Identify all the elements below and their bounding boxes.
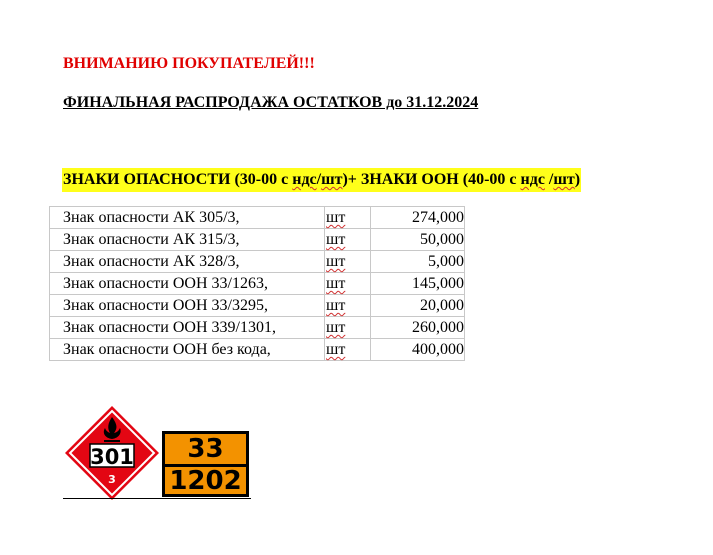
- item-unit-cell: [325, 339, 371, 361]
- item-unit-cell: [325, 295, 371, 317]
- item-qty: 260,000: [371, 317, 465, 339]
- item-unit-cell: [325, 229, 371, 251]
- table-row: [50, 295, 465, 317]
- offer-vat-word: ндс: [520, 171, 545, 188]
- offer-unit-word: шт: [321, 171, 343, 188]
- item-name: Знак опасности ООН 33/3295,: [50, 295, 325, 317]
- item-qty: 400,000: [371, 339, 465, 361]
- offer-part: ): [574, 171, 581, 188]
- offer-vat-word: ндс: [292, 171, 317, 188]
- un-number: 1202: [169, 466, 242, 496]
- item-qty: 20,000: [371, 295, 465, 317]
- item-unit: шт: [326, 231, 346, 248]
- item-qty: 50,000: [371, 229, 465, 251]
- sign-number: 301: [90, 445, 134, 469]
- table-row: [50, 229, 465, 251]
- table-row: [50, 273, 465, 295]
- item-name: Знак опасности ООН 339/1301,: [50, 317, 325, 339]
- final-sale-heading: ФИНАЛЬНАЯ РАСПРОДАЖА ОСТАТКОВ до 31.12.2024: [63, 94, 479, 111]
- item-unit: шт: [326, 341, 346, 358]
- item-name: Знак опасности АК 328/3,: [50, 251, 325, 273]
- offer-part: /: [544, 171, 554, 188]
- orange-plate: [162, 431, 249, 497]
- item-unit: шт: [326, 275, 346, 292]
- sign-class: 3: [108, 473, 116, 486]
- item-unit: шт: [326, 297, 346, 314]
- item-qty: 145,000: [371, 273, 465, 295]
- offer-line: [62, 168, 581, 192]
- item-name: Знак опасности АК 305/3,: [50, 207, 325, 229]
- offer-part: /: [316, 171, 322, 188]
- item-name: Знак опасности ООН 33/1263,: [50, 273, 325, 295]
- item-unit: шт: [326, 253, 346, 270]
- offer-part: ЗНАКИ ОПАСНОСТИ (30-00 с: [63, 171, 293, 188]
- item-unit-cell: [325, 273, 371, 295]
- hazard-number: 33: [165, 434, 246, 467]
- offer-part: )+ ЗНАКИ ООН (40-00 с: [342, 171, 521, 188]
- table-row: [50, 317, 465, 339]
- item-qty: 5,000: [371, 251, 465, 273]
- item-unit-cell: [325, 317, 371, 339]
- table-row: [50, 339, 465, 361]
- table-row: [50, 251, 465, 273]
- item-name: Знак опасности ООН без кода,: [50, 339, 325, 361]
- item-qty: 274,000: [371, 207, 465, 229]
- hazard-diamond-sign: [64, 405, 160, 501]
- item-unit-cell: [325, 207, 371, 229]
- item-unit: шт: [326, 209, 346, 226]
- stock-table: [49, 206, 465, 361]
- attention-heading: ВНИМАНИЮ ПОКУПАТЕЛЕЙ!!!: [63, 55, 315, 72]
- offer-unit-word: шт: [553, 171, 575, 188]
- item-unit: шт: [326, 319, 346, 336]
- table-row: [50, 207, 465, 229]
- item-unit-cell: [325, 251, 371, 273]
- item-name: Знак опасности АК 315/3,: [50, 229, 325, 251]
- underline-rule: [63, 498, 251, 499]
